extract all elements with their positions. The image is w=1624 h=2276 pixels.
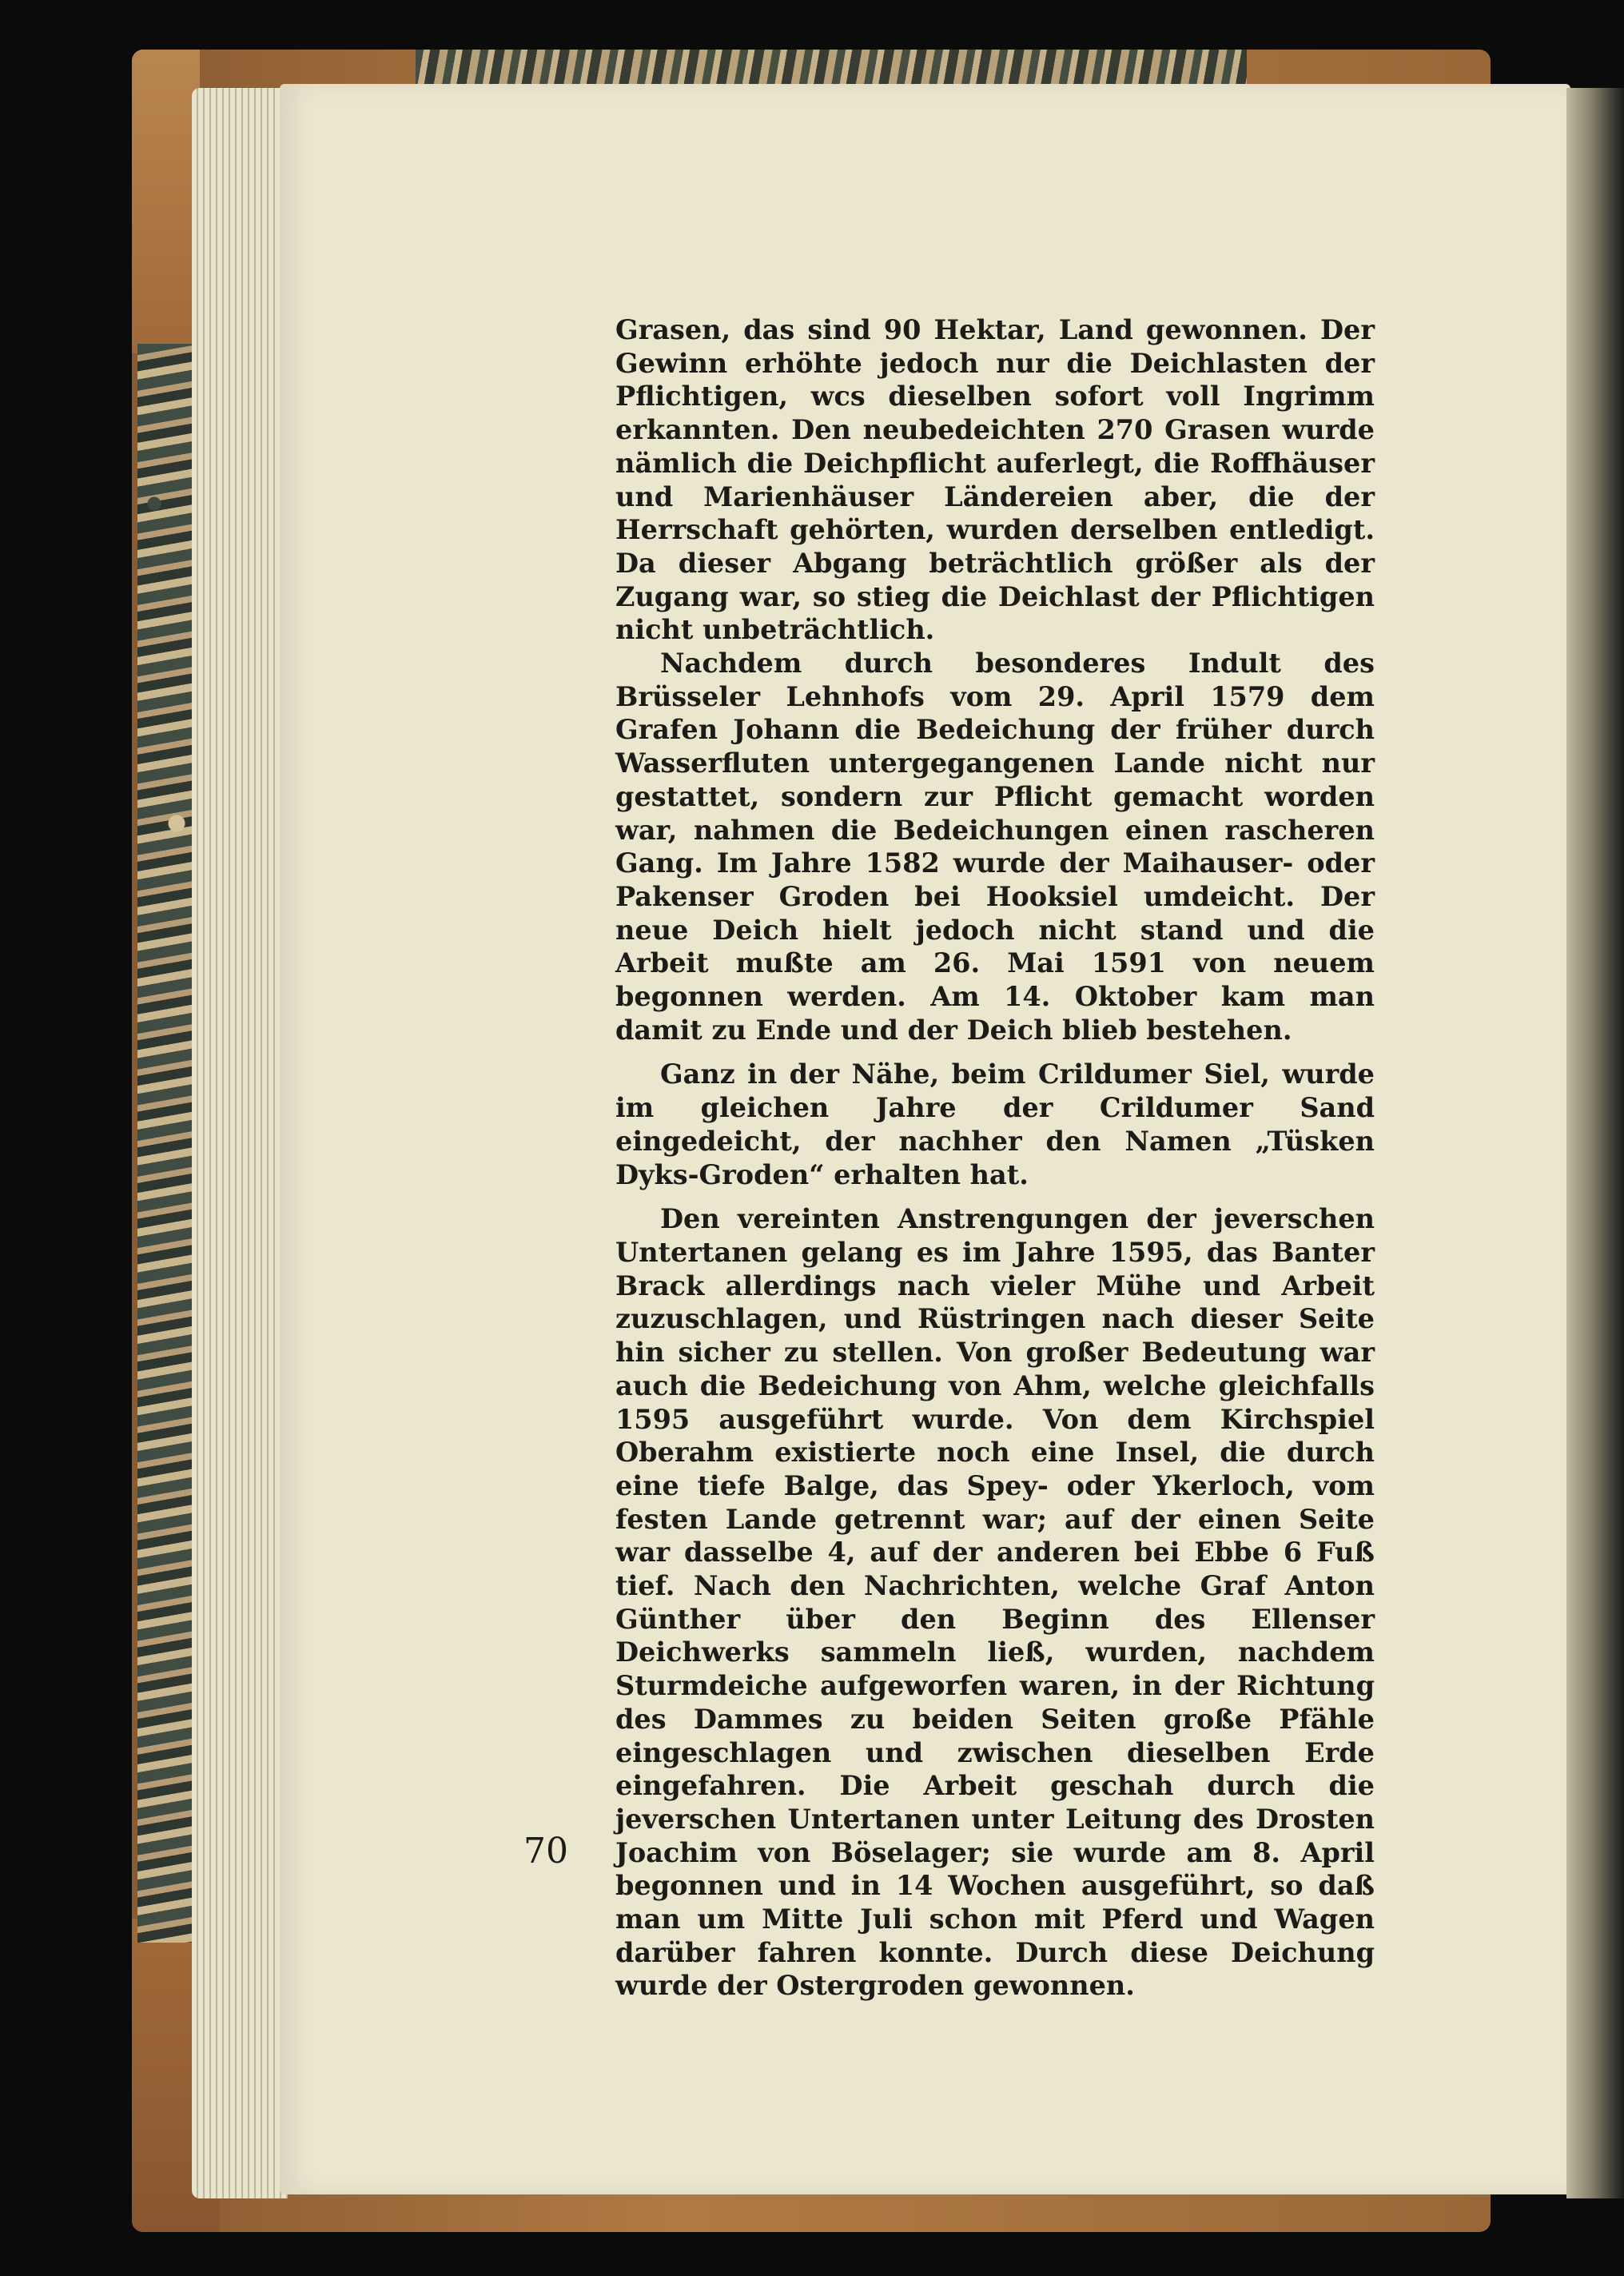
page-edges	[192, 88, 288, 2198]
marbled-endpaper-top	[416, 50, 1247, 88]
paragraph-1: Grasen, das sind 90 Hektar, Land gewonnen. Der Gewinn erhöhte jedoch nur die Deichlasten der Pflichtigen, wcs dieselben sofort voll Ingrimm erkannten. Den neubedeichten 270 Grasen wurde nämlich die Deichpflicht auferlegt, die Roffhäuser und Marienhäuser Ländereien aber, die der Herrschaft gehörten, wurden derselben entledigt. Da dieser Abgang beträchtlich größer als der Zugang war, so stieg die Deichlast der Pflichtigen nicht unbeträchtlich.	[615, 314, 1375, 646]
marbled-endpaper-left	[137, 344, 193, 1943]
page-text	[615, 313, 1375, 2003]
leather-corner-top	[132, 50, 200, 353]
binding-shadow	[1566, 88, 1624, 2198]
paragraph-2: Nachdem durch besonderes Indult des Brüsseler Lehnhofs vom 29. April 1579 dem Grafen Johann die Bedeichung der früher durch Wasserfluten untergegangenen Lande nicht nur gestattet, sondern zur Pflicht gemacht worden war, nahmen die Bedeichungen einen rascheren Gang. Im Jahre 1582 wurde der Maihauser- oder Pakenser Groden bei Hooksiel umdeicht. Der neue Deich hielt jedoch nicht stand und die Arbeit mußte am 26. Mai 1591 von neuem begonnen werden. Am 14. Oktober kam man damit zu Ende und der Deich blieb bestehen.	[615, 648, 1375, 1046]
page-number: 70	[523, 1831, 568, 1871]
paragraph-4: Den vereinten Anstrengungen der jeverschen Untertanen gelang es im Jahre 1595, das Banter Brack allerdings nach vieler Mühe und Arbeit zuzuschlagen, und Rüstringen nach dieser Seite hin sicher zu stellen. Von großer Bedeutung war auch die Bedeichung von Ahm, welche gleichfalls 1595 ausgeführt wurde. Von dem Kirchspiel Oberahm existierte noch eine Insel, die durch eine tiefe Balge, das Spey- oder Ykerloch, vom festen Lande getrennt war; auf der einen Seite war dasselbe 4, auf der anderen bei Ebbe 6 Fuß tief. Nach den Nachrichten, welche Graf Anton Günther über den Beginn des Ellenser Deichwerks sammeln ließ, wurden, nachdem Sturmdeiche aufgeworfen waren, in der Richtung des Dammes zu beiden Seiten große Pfähle eingeschlagen und zwischen dieselben Erde eingefahren. Die Arbeit geschah durch die jeverschen Untertanen unter Leitung des Drosten Joachim von Böselager; sie wurde am 8. April begonnen und in 14 Wochen ausgeführt, so daß man um Mitte Juli schon mit Pferd und Wagen darüber fahren konnte. Durch diese Deichung wurde der Ostergroden gewonnen.	[615, 1203, 1375, 2002]
paragraph-3: Ganz in der Nähe, beim Crildumer Siel, wurde im gleichen Jahre der Crildumer Sand eingedeicht, der nachher den Namen „Tüsken Dyks-Groden“ erhalten hat.	[615, 1058, 1375, 1190]
